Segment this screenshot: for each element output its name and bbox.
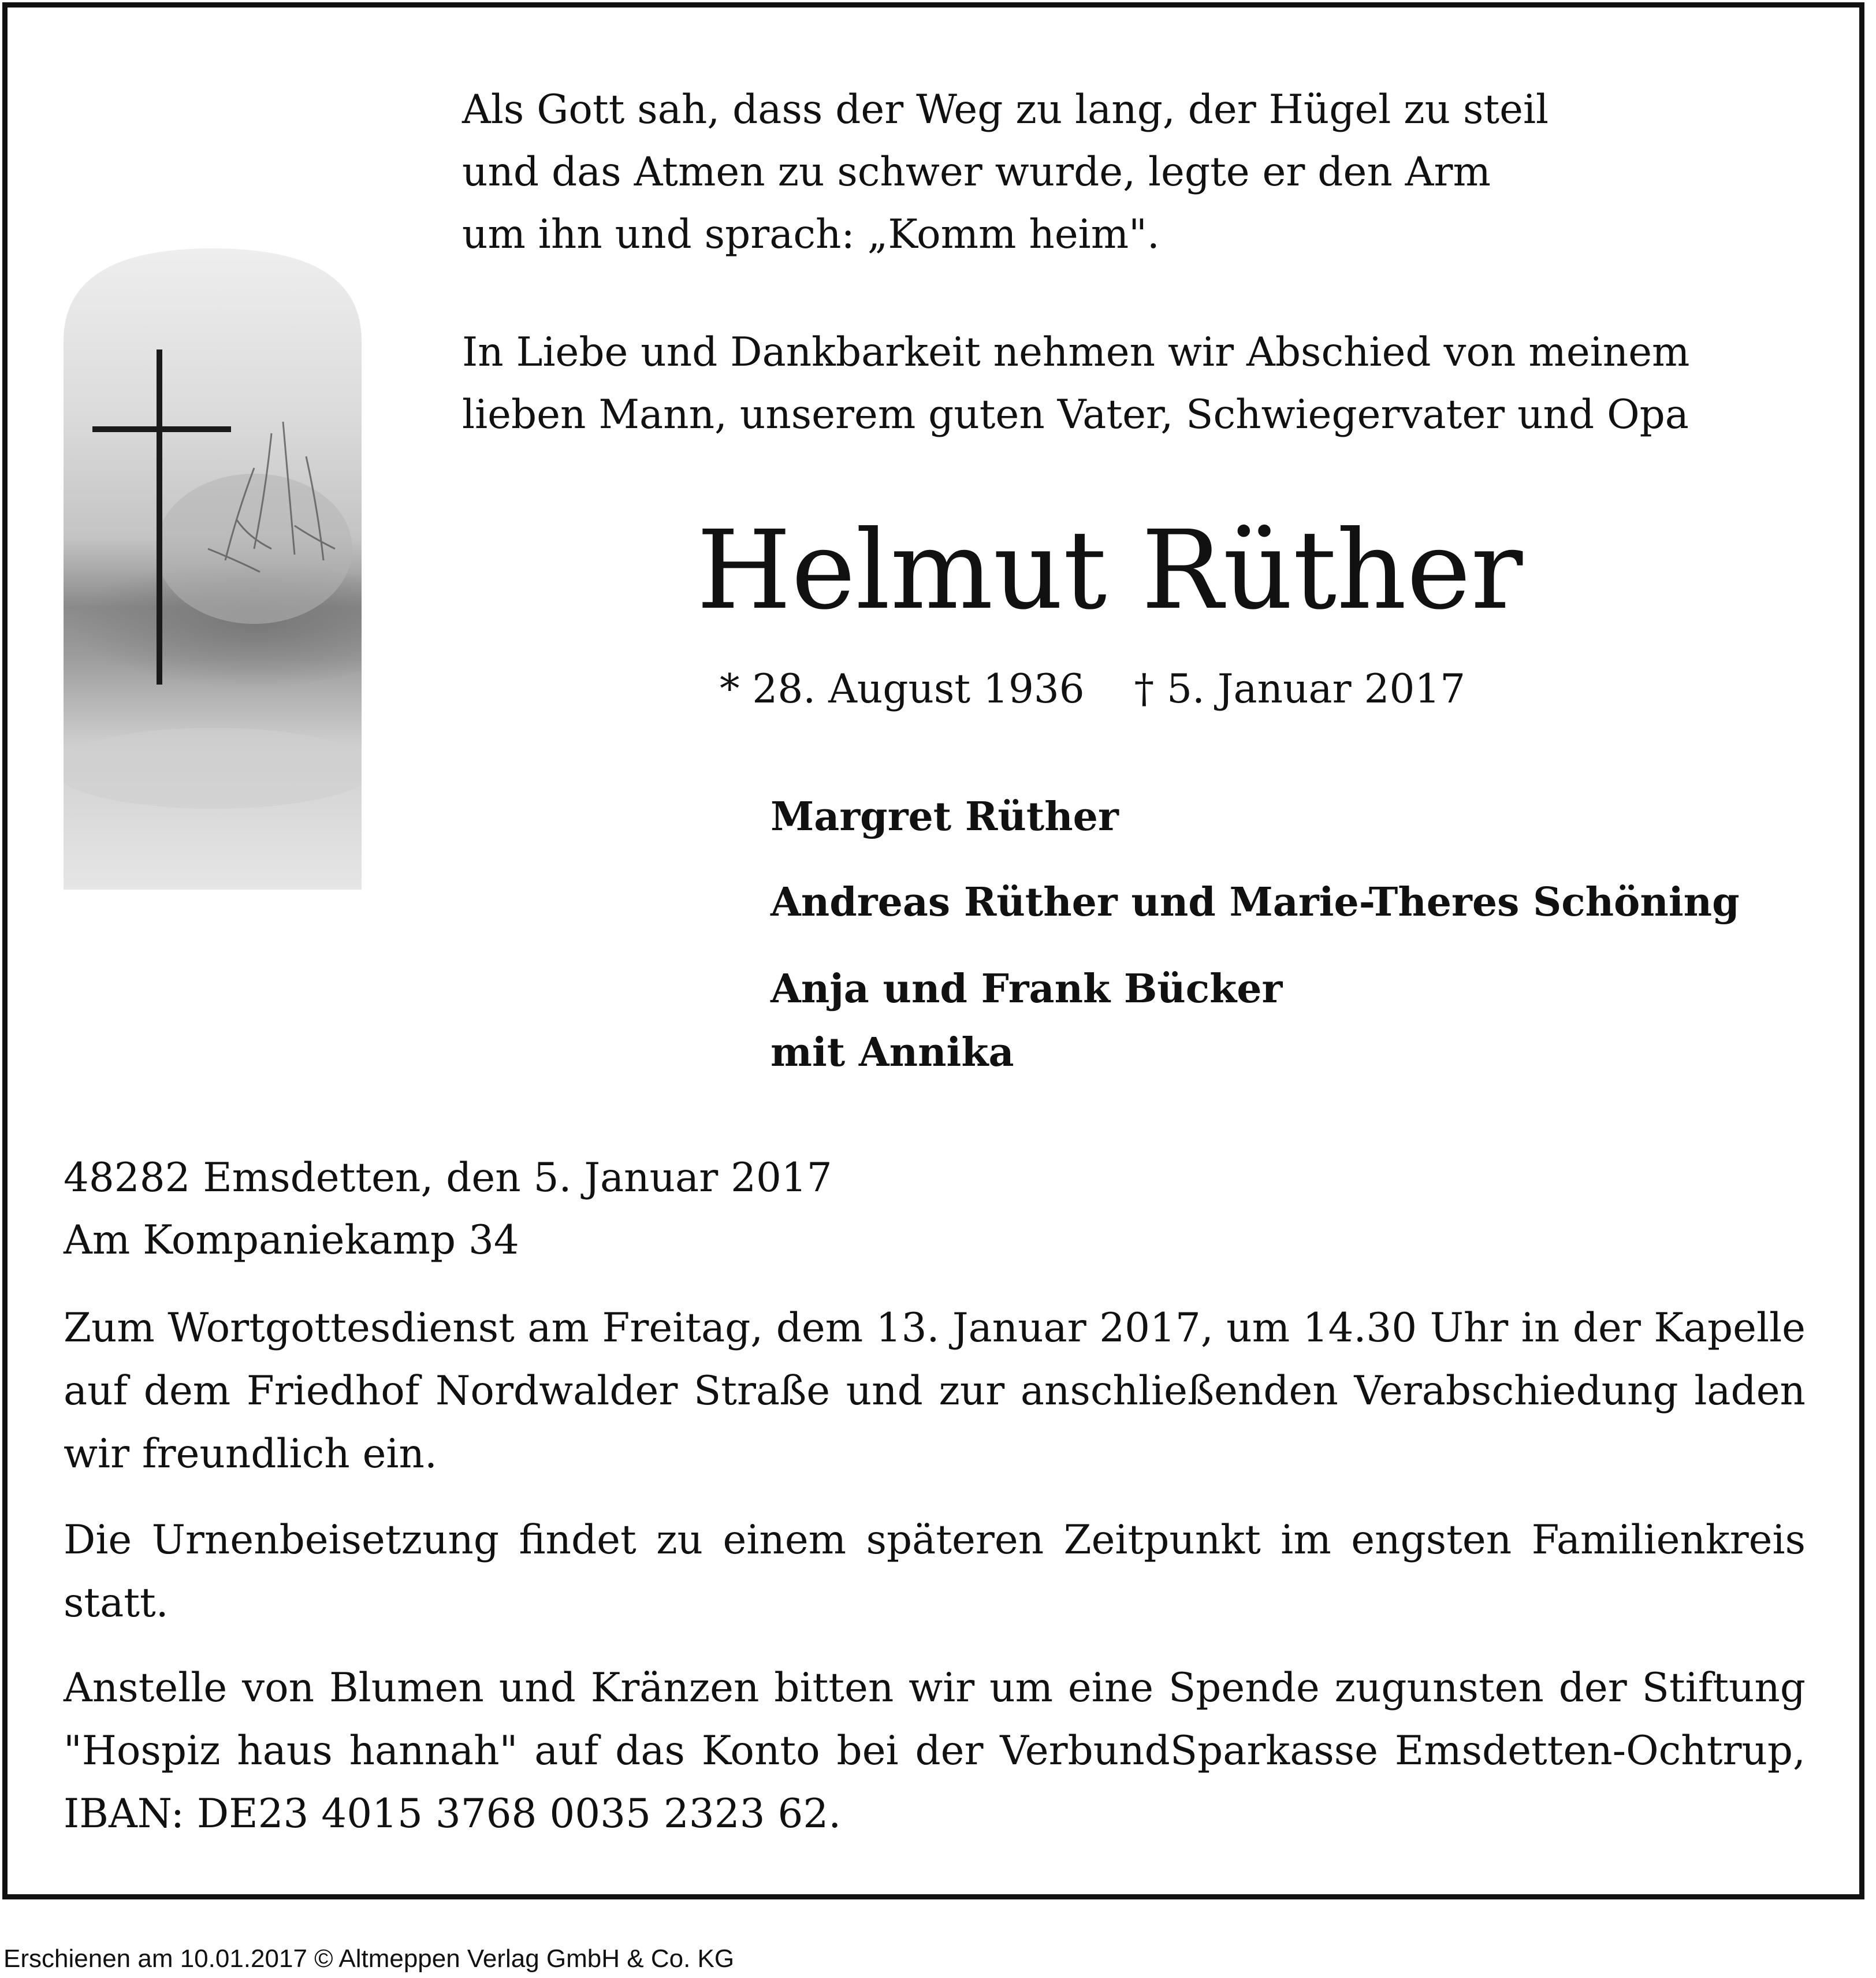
place-date: 48282 Emsdetten, den 5. Januar 2017 [64,1155,832,1201]
street-address: Am Kompaniekamp 34 [64,1217,519,1263]
cross-landscape-image [64,248,362,890]
donation-paragraph: Anstelle von Blumen und Kränzen bitten wir um eine Spende zugunsten der Stiftung "Hospiz haus hannah" auf das Konto bei der VerbundSparkasse Emsdetten-Ochtrup, IBAN: DE23 4015 3768 0035 2323 62. [64,1665,1806,1837]
farewell-line-2: lieben Mann, unserem guten Vater, Schwiegervater und Opa [462,392,1689,438]
intro-verse-line-2: und das Atmen zu schwer wurde, legte er den Arm [462,149,1491,195]
mourner-line-4: mit Annika [770,1029,1014,1076]
mourner-line-1: Margret Rüther [770,794,1119,840]
intro-verse-line-3: um ihn und sprach: „Komm heim". [462,211,1160,258]
intro-verse-line-1: Als Gott sah, dass der Weg zu lang, der Hügel zu steil [462,87,1549,133]
farewell-line-1: In Liebe und Dankbarkeit nehmen wir Abschied von meinem [462,329,1690,375]
birth-date: * 28. August 1936 [720,666,1085,712]
burial-paragraph: Die Urnenbeisetzung findet zu einem späteren Zeitpunkt im engsten Familienkreis statt. [64,1517,1806,1626]
mourner-line-2: Andreas Rüther und Marie-Theres Schöning [770,879,1740,925]
deceased-name: Helmut Rüther [697,507,1523,634]
death-date: † 5. Januar 2017 [1134,666,1466,712]
mourner-line-3: Anja und Frank Bücker [770,966,1283,1012]
publication-credit: Erschienen am 10.01.2017 © Altmeppen Verlag GmbH & Co. KG [3,1944,735,1973]
service-paragraph: Zum Wortgottesdienst am Freitag, dem 13. Januar 2017, um 14.30 Uhr in der Kapelle auf dem Friedhof Nordwalder Straße und zur anschließenden Verabschiedung laden wir freundlich ein. [64,1305,1806,1477]
life-dates [720,660,1465,718]
